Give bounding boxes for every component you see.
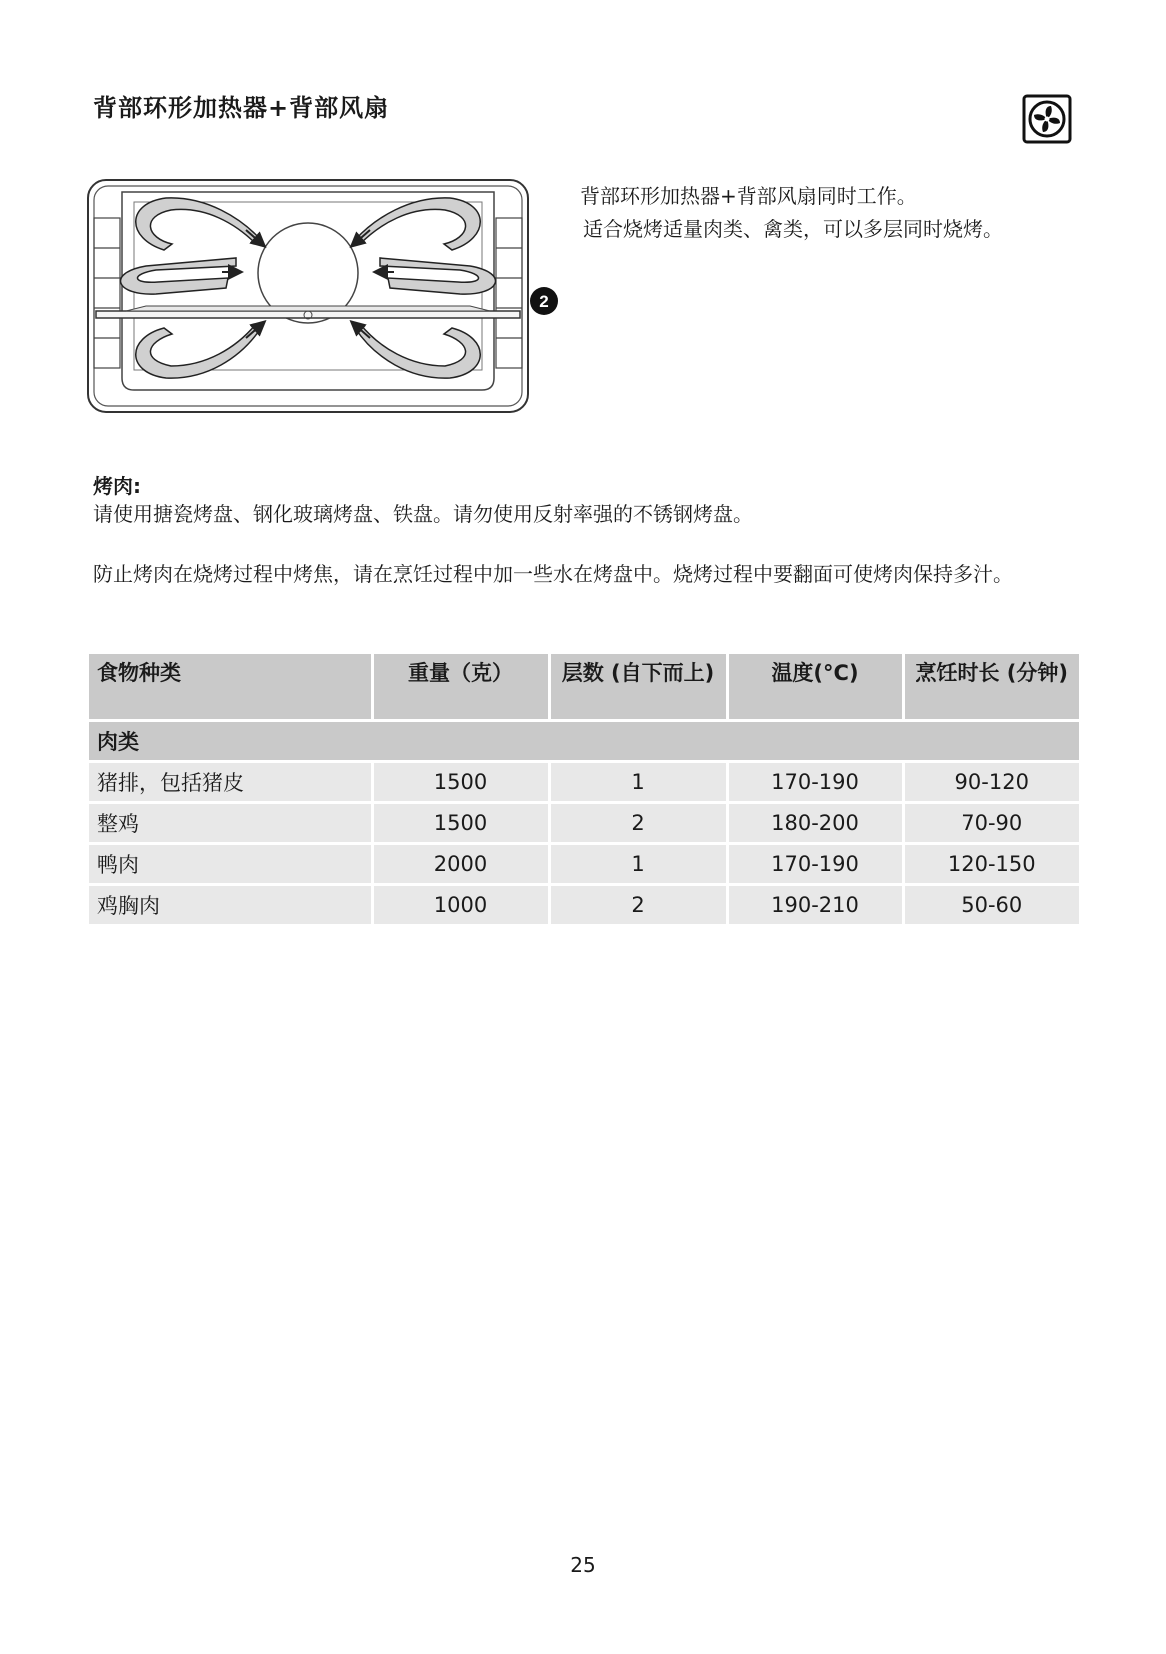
cell-level: 2 <box>549 884 727 925</box>
cooking-table <box>89 654 1079 927</box>
cell-weight: 1500 <box>372 761 549 802</box>
table-row <box>89 884 1079 925</box>
table-row <box>89 802 1079 843</box>
page-number: 25 <box>570 1553 596 1577</box>
shelf-badge: 2 <box>539 292 549 311</box>
header-shelf-level: 层数 (自下而上) <box>549 654 727 720</box>
cell-temperature: 170-190 <box>727 761 903 802</box>
group-label-meat: 肉类 <box>89 720 1079 761</box>
header-weight: 重量（克） <box>372 654 549 720</box>
roast-heading: 烤肉: <box>93 474 141 498</box>
cell-weight: 1500 <box>372 802 549 843</box>
cell-time: 50-60 <box>903 884 1079 925</box>
cell-level: 2 <box>549 802 727 843</box>
cell-time: 90-120 <box>903 761 1079 802</box>
header-temperature: 温度(°C) <box>727 654 903 720</box>
cell-food: 鸭肉 <box>89 843 372 884</box>
cell-level: 1 <box>549 761 727 802</box>
mode-description <box>580 180 1100 246</box>
table-header-row <box>89 654 1079 720</box>
fan-with-ring-heater-icon <box>1022 94 1072 144</box>
roast-paragraph-1: 请使用搪瓷烤盘、钢化玻璃烤盘、铁盘。请勿使用反射率强的不锈钢烤盘。 <box>93 502 753 526</box>
cell-temperature: 170-190 <box>727 843 903 884</box>
cell-level: 1 <box>549 843 727 884</box>
cell-time: 120-150 <box>903 843 1079 884</box>
header-cooking-time: 烹饪时长 (分钟) <box>903 654 1079 720</box>
cell-time: 70-90 <box>903 802 1079 843</box>
page-title: 背部环形加热器+背部风扇 <box>93 94 390 122</box>
cell-weight: 1000 <box>372 884 549 925</box>
oven-cavity-airflow-diagram <box>86 178 576 418</box>
table-group-row <box>89 720 1079 761</box>
cell-temperature: 180-200 <box>727 802 903 843</box>
roast-paragraph-2: 防止烤肉在烧烤过程中烤焦，请在烹饪过程中加一些水在烤盘中。烧烤过程中要翻面可使烤肉保持多汁。 <box>93 562 1013 586</box>
cell-temperature: 190-210 <box>727 884 903 925</box>
table-row <box>89 843 1079 884</box>
cell-food: 整鸡 <box>89 802 372 843</box>
cell-food: 鸡胸肉 <box>89 884 372 925</box>
cell-food: 猪排，包括猪皮 <box>89 761 372 802</box>
description-line-2: 适合烧烤适量肉类、禽类，可以多层同时烧烤。 <box>583 217 1003 241</box>
header-food-type: 食物种类 <box>89 654 372 720</box>
cell-weight: 2000 <box>372 843 549 884</box>
table-row <box>89 761 1079 802</box>
description-line-1: 背部环形加热器+背部风扇同时工作。 <box>580 184 917 208</box>
